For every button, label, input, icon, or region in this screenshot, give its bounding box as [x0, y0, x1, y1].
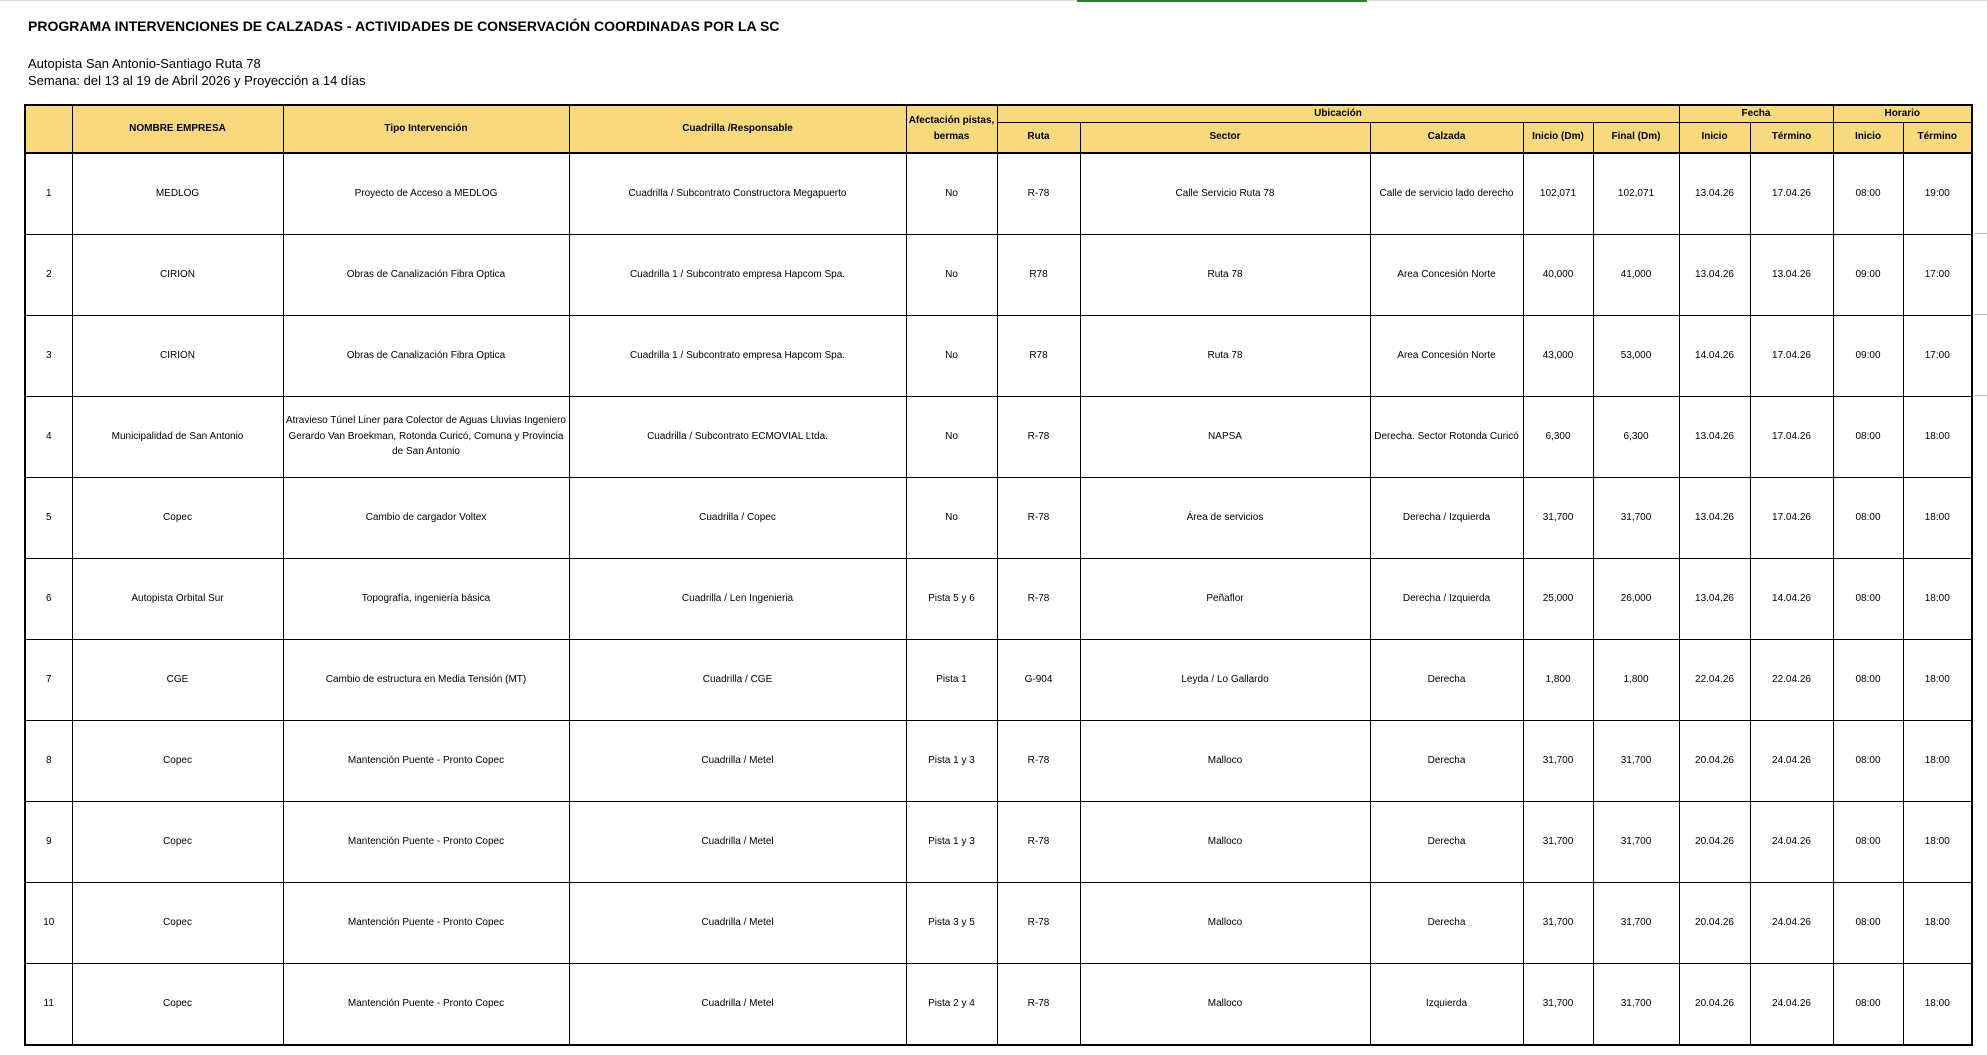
cell-hora-inicio: 08:00 [1833, 720, 1903, 801]
table-row [25, 639, 1972, 720]
document-subtitle-highway: Autopista San Antonio-Santiago Ruta 78 [28, 56, 261, 71]
cell-sector: Malloco [1080, 720, 1370, 801]
cell-hora-termino: 18:00 [1903, 882, 1972, 963]
cell-fecha-inicio: 22.04.26 [1679, 639, 1750, 720]
cell-final-dm: 41,000 [1593, 234, 1679, 315]
cell-final-dm: 31,700 [1593, 720, 1679, 801]
sheet-edge-mark [1975, 314, 1987, 315]
cell-sector: NAPSA [1080, 396, 1370, 477]
table-row [25, 315, 1972, 396]
cell-fecha-inicio: 13.04.26 [1679, 234, 1750, 315]
cell-number: 8 [25, 720, 72, 801]
cell-sector: Malloco [1080, 963, 1370, 1045]
cell-ruta: R78 [997, 234, 1080, 315]
cell-cuadrilla: Cuadrilla / Copec [569, 477, 906, 558]
cell-fecha-termino: 17.04.26 [1750, 315, 1833, 396]
cell-afectacion: Pista 1 [906, 639, 997, 720]
cell-inicio-dm: 31,700 [1523, 477, 1593, 558]
cell-hora-termino: 18:00 [1903, 396, 1972, 477]
header-cuadrilla: Cuadrilla /Responsable [569, 105, 906, 153]
cell-number: 9 [25, 801, 72, 882]
cell-hora-inicio: 08:00 [1833, 477, 1903, 558]
cell-cuadrilla: Cuadrilla / CGE [569, 639, 906, 720]
cell-fecha-inicio: 20.04.26 [1679, 882, 1750, 963]
table-row [25, 558, 1972, 639]
cell-fecha-inicio: 13.04.26 [1679, 477, 1750, 558]
cell-empresa: Autopista Orbital Sur [72, 558, 283, 639]
document-title: PROGRAMA INTERVENCIONES DE CALZADAS - ACTIVIDADES DE CONSERVACIÓN COORDINADAS POR LA SC [28, 18, 780, 34]
cell-tipo-intervencion: Mantención Puente - Pronto Copec [283, 801, 569, 882]
cell-final-dm: 31,700 [1593, 801, 1679, 882]
cell-inicio-dm: 40,000 [1523, 234, 1593, 315]
cell-hora-termino: 18:00 [1903, 639, 1972, 720]
cell-empresa: MEDLOG [72, 153, 283, 235]
cell-cuadrilla: Cuadrilla / Subcontrato ECMOVIAL Ltda. [569, 396, 906, 477]
cell-calzada: Derecha. Sector Rotonda Curicó [1370, 396, 1523, 477]
cell-empresa: Copec [72, 720, 283, 801]
cell-inicio-dm: 102,071 [1523, 153, 1593, 235]
cell-empresa: Copec [72, 801, 283, 882]
cell-fecha-inicio: 20.04.26 [1679, 801, 1750, 882]
header-inicio-dm: Inicio (Dm) [1523, 122, 1593, 153]
cell-sector: Peñaflor [1080, 558, 1370, 639]
cell-cuadrilla: Cuadrilla / Metel [569, 720, 906, 801]
cell-empresa: Copec [72, 882, 283, 963]
cell-ruta: R-78 [997, 396, 1080, 477]
cell-calzada: Derecha [1370, 801, 1523, 882]
cell-ruta: R-78 [997, 801, 1080, 882]
cell-tipo-intervencion: Mantención Puente - Pronto Copec [283, 720, 569, 801]
cell-hora-inicio: 09:00 [1833, 315, 1903, 396]
cell-cuadrilla: Cuadrilla / Subcontrato Constructora Megapuerto [569, 153, 906, 235]
cell-ruta: R-78 [997, 720, 1080, 801]
header-fecha-inicio: Inicio [1679, 122, 1750, 153]
table-row [25, 963, 1972, 1045]
cell-cuadrilla: Cuadrilla / Len Ingenieria [569, 558, 906, 639]
cell-number: 5 [25, 477, 72, 558]
table-row [25, 234, 1972, 315]
document-subtitle-week: Semana: del 13 al 19 de Abril 2026 y Proyección a 14 días [28, 73, 366, 88]
cell-hora-termino: 17:00 [1903, 234, 1972, 315]
cell-hora-inicio: 09:00 [1833, 234, 1903, 315]
cell-afectacion: Pista 1 y 3 [906, 801, 997, 882]
cell-hora-inicio: 08:00 [1833, 558, 1903, 639]
table-row [25, 153, 1972, 235]
cell-inicio-dm: 31,700 [1523, 963, 1593, 1045]
sheet-top-border [0, 0, 1987, 1]
cell-fecha-termino: 24.04.26 [1750, 963, 1833, 1045]
cell-sector: Área de servicios [1080, 477, 1370, 558]
cell-hora-termino: 18:00 [1903, 477, 1972, 558]
cell-hora-inicio: 08:00 [1833, 801, 1903, 882]
cell-inicio-dm: 31,700 [1523, 882, 1593, 963]
header-fecha-termino: Término [1750, 122, 1833, 153]
header-calzada: Calzada [1370, 122, 1523, 153]
cell-afectacion: Pista 1 y 3 [906, 720, 997, 801]
cell-cuadrilla: Cuadrilla / Metel [569, 801, 906, 882]
cell-ruta: R-78 [997, 558, 1080, 639]
cell-empresa: Copec [72, 963, 283, 1045]
cell-afectacion: No [906, 153, 997, 235]
cell-number: 7 [25, 639, 72, 720]
cell-final-dm: 53,000 [1593, 315, 1679, 396]
header-group-fecha: Fecha [1679, 105, 1833, 122]
cell-number: 1 [25, 153, 72, 235]
cell-hora-termino: 17:00 [1903, 315, 1972, 396]
cell-tipo-intervencion: Obras de Canalización Fibra Optica [283, 234, 569, 315]
cell-hora-inicio: 08:00 [1833, 963, 1903, 1045]
cell-sector: Leyda / Lo Gallardo [1080, 639, 1370, 720]
cell-fecha-inicio: 13.04.26 [1679, 153, 1750, 235]
cell-calzada: Izquierda [1370, 963, 1523, 1045]
cell-final-dm: 31,700 [1593, 882, 1679, 963]
cell-fecha-termino: 24.04.26 [1750, 882, 1833, 963]
cell-inicio-dm: 31,700 [1523, 801, 1593, 882]
cell-final-dm: 6,300 [1593, 396, 1679, 477]
cell-fecha-inicio: 13.04.26 [1679, 396, 1750, 477]
cell-tipo-intervencion: Atravieso Túnel Liner para Colector de Aguas Lluvias Ingeniero Gerardo Van Broekman, Rotonda Curicó, Comuna y Provincia de San Antonio [283, 396, 569, 477]
cell-number: 10 [25, 882, 72, 963]
cell-afectacion: No [906, 234, 997, 315]
cell-fecha-termino: 17.04.26 [1750, 396, 1833, 477]
cell-number: 6 [25, 558, 72, 639]
cell-tipo-intervencion: Mantención Puente - Pronto Copec [283, 963, 569, 1045]
cell-afectacion: No [906, 477, 997, 558]
header-group-ubicacion: Ubicación [997, 105, 1679, 122]
cell-fecha-inicio: 14.04.26 [1679, 315, 1750, 396]
cell-tipo-intervencion: Proyecto de Acceso a MEDLOG [283, 153, 569, 235]
cell-hora-inicio: 08:00 [1833, 639, 1903, 720]
cell-inicio-dm: 43,000 [1523, 315, 1593, 396]
cell-hora-termino: 18:00 [1903, 720, 1972, 801]
header-afectacion: Afectación pistas, bermas [906, 105, 997, 153]
cell-sector: Calle Servicio Ruta 78 [1080, 153, 1370, 235]
header-final-dm: Final (Dm) [1593, 122, 1679, 153]
cell-fecha-termino: 13.04.26 [1750, 234, 1833, 315]
table-row [25, 477, 1972, 558]
header-ruta: Ruta [997, 122, 1080, 153]
cell-tipo-intervencion: Cambio de cargador Voltex [283, 477, 569, 558]
cell-fecha-termino: 17.04.26 [1750, 153, 1833, 235]
table-row [25, 396, 1972, 477]
cell-calzada: Area Concesión Norte [1370, 234, 1523, 315]
cell-empresa: CGE [72, 639, 283, 720]
cell-final-dm: 26,000 [1593, 558, 1679, 639]
cell-sector: Ruta 78 [1080, 234, 1370, 315]
cell-calzada: Derecha / Izquierda [1370, 477, 1523, 558]
header-group-horario: Horario [1833, 105, 1972, 122]
header-number [25, 105, 72, 153]
cell-sector: Malloco [1080, 801, 1370, 882]
table-row [25, 882, 1972, 963]
table-row [25, 801, 1972, 882]
cell-fecha-inicio: 13.04.26 [1679, 558, 1750, 639]
table-row [25, 720, 1972, 801]
cell-number: 11 [25, 963, 72, 1045]
cell-afectacion: Pista 3 y 5 [906, 882, 997, 963]
cell-afectacion: No [906, 315, 997, 396]
cell-inicio-dm: 31,700 [1523, 720, 1593, 801]
cell-hora-inicio: 08:00 [1833, 882, 1903, 963]
cell-hora-termino: 18:00 [1903, 558, 1972, 639]
cell-ruta: R-78 [997, 882, 1080, 963]
cell-fecha-inicio: 20.04.26 [1679, 720, 1750, 801]
cell-empresa: Copec [72, 477, 283, 558]
sheet-edge-mark [1975, 233, 1987, 234]
cell-fecha-inicio: 20.04.26 [1679, 963, 1750, 1045]
cell-final-dm: 31,700 [1593, 477, 1679, 558]
sheet-edge-mark [1975, 395, 1987, 396]
cell-tipo-intervencion: Mantención Puente - Pronto Copec [283, 882, 569, 963]
cell-hora-termino: 18:00 [1903, 963, 1972, 1045]
cell-inicio-dm: 1,800 [1523, 639, 1593, 720]
cell-calzada: Area Concesión Norte [1370, 315, 1523, 396]
cell-final-dm: 1,800 [1593, 639, 1679, 720]
selected-cell-indicator [1077, 0, 1367, 2]
cell-afectacion: Pista 2 y 4 [906, 963, 997, 1045]
cell-number: 3 [25, 315, 72, 396]
cell-fecha-termino: 17.04.26 [1750, 477, 1833, 558]
cell-afectacion: No [906, 396, 997, 477]
cell-inicio-dm: 6,300 [1523, 396, 1593, 477]
cell-calzada: Derecha / Izquierda [1370, 558, 1523, 639]
cell-ruta: R78 [997, 315, 1080, 396]
cell-ruta: G-904 [997, 639, 1080, 720]
cell-inicio-dm: 25,000 [1523, 558, 1593, 639]
header-row-groups [25, 105, 1972, 122]
cell-sector: Malloco [1080, 882, 1370, 963]
cell-empresa: Municipalidad de San Antonio [72, 396, 283, 477]
cell-fecha-termino: 14.04.26 [1750, 558, 1833, 639]
cell-cuadrilla: Cuadrilla / Metel [569, 963, 906, 1045]
cell-hora-termino: 19:00 [1903, 153, 1972, 235]
cell-final-dm: 31,700 [1593, 963, 1679, 1045]
cell-final-dm: 102,071 [1593, 153, 1679, 235]
cell-fecha-termino: 22.04.26 [1750, 639, 1833, 720]
cell-fecha-termino: 24.04.26 [1750, 801, 1833, 882]
cell-empresa: CIRION [72, 234, 283, 315]
cell-tipo-intervencion: Obras de Canalización Fibra Optica [283, 315, 569, 396]
cell-fecha-termino: 24.04.26 [1750, 720, 1833, 801]
cell-sector: Ruta 78 [1080, 315, 1370, 396]
cell-hora-inicio: 08:00 [1833, 153, 1903, 235]
cell-ruta: R-78 [997, 153, 1080, 235]
cell-calzada: Calle de servicio lado derecho [1370, 153, 1523, 235]
header-horario-termino: Término [1903, 122, 1972, 153]
cell-hora-inicio: 08:00 [1833, 396, 1903, 477]
cell-ruta: R-78 [997, 477, 1080, 558]
cell-calzada: Derecha [1370, 882, 1523, 963]
cell-number: 2 [25, 234, 72, 315]
cell-cuadrilla: Cuadrilla / Metel [569, 882, 906, 963]
interventions-table [24, 104, 1973, 1046]
cell-hora-termino: 18:00 [1903, 801, 1972, 882]
cell-cuadrilla: Cuadrilla 1 / Subcontrato empresa Hapcom Spa. [569, 234, 906, 315]
cell-tipo-intervencion: Topografía, ingeniería básica [283, 558, 569, 639]
header-nombre-empresa: NOMBRE EMPRESA [72, 105, 283, 153]
header-horario-inicio: Inicio [1833, 122, 1903, 153]
header-tipo-intervencion: Tipo Intervención [283, 105, 569, 153]
cell-afectacion: Pista 5 y 6 [906, 558, 997, 639]
cell-cuadrilla: Cuadrilla 1 / Subcontrato empresa Hapcom Spa. [569, 315, 906, 396]
cell-empresa: CIRION [72, 315, 283, 396]
header-sector: Sector [1080, 122, 1370, 153]
cell-calzada: Derecha [1370, 639, 1523, 720]
cell-calzada: Derecha [1370, 720, 1523, 801]
cell-number: 4 [25, 396, 72, 477]
cell-tipo-intervencion: Cambio de estructura en Media Tensión (MT) [283, 639, 569, 720]
cell-ruta: R-78 [997, 963, 1080, 1045]
